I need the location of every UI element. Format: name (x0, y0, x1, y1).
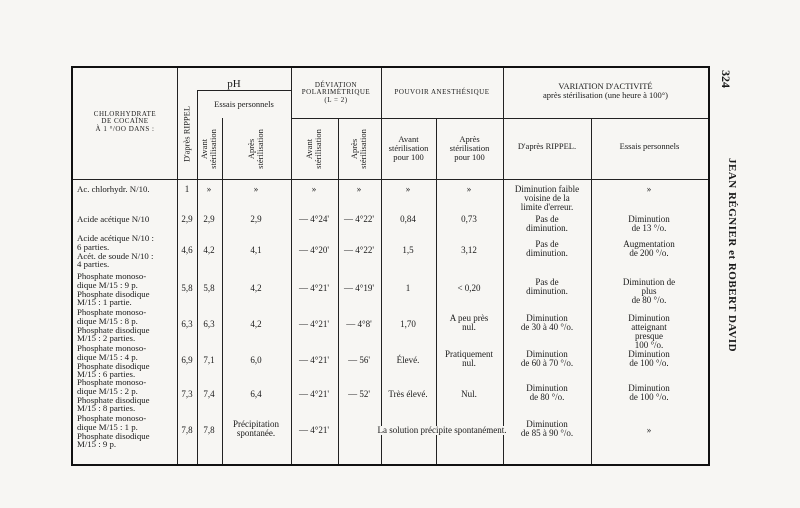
cell-pouv-avant: 1 (405, 283, 411, 293)
cell-var-essais: Diminution de plus de 80 °/o. (622, 277, 676, 305)
row-label: Phosphate monoso- dique M/15 : 8 p. Phosphate disodique M/15 : 2 parties. (77, 307, 150, 344)
header-ph-avant: Avant stérilisation (199, 129, 218, 169)
cell-var-essais: Diminution de 100 °/o. (628, 349, 670, 368)
cell-pouv-apres: 3,12 (461, 245, 477, 255)
header-essais-personnels: Essais personnels (214, 99, 274, 109)
cell-var-essais: Diminution de 13 °/o. (628, 214, 670, 233)
row-rule (291, 118, 708, 119)
cell-var-rippel: Diminution de 30 à 40 °/o. (520, 313, 574, 332)
cell-var-rippel: Pas de diminution. (526, 214, 568, 233)
col-rule (381, 68, 382, 464)
cell-dev-avant: — 4°21' (299, 319, 329, 329)
cell-var-rippel: Diminution faible voisine de la limite d'erreur. (514, 184, 580, 212)
cell-pouv-apres: 0,73 (461, 214, 477, 224)
cell-var-essais: Diminution atteignant presque 100 °/o. (628, 313, 670, 350)
cell-span-note: La solution précipite spontanément. (377, 425, 507, 435)
cell-pouv-avant: Élevé. (396, 355, 420, 365)
cell-var-essais: » (646, 425, 652, 435)
cell-dev-apres: — 56' (348, 355, 370, 365)
header-rule (73, 179, 708, 180)
cell-ph-rippel: 5,8 (181, 283, 193, 293)
cell-var-essais: Augmentation de 200 °/o. (623, 239, 675, 258)
header-ph: pH (227, 78, 241, 90)
header-ph-rippel: D'après RIPPEL (181, 105, 192, 163)
cell-ph-rippel: 7,3 (181, 389, 193, 399)
cell-ph-avant: 7,8 (203, 425, 215, 435)
cell-pouv-avant: 1,70 (400, 319, 416, 329)
cell-ph-apres: » (253, 184, 259, 194)
cell-var-rippel: Pas de diminution. (526, 277, 568, 296)
cell-ph-avant: 2,9 (203, 214, 215, 224)
cell-ph-rippel: 7,8 (181, 425, 193, 435)
cell-dev-avant: — 4°21' (299, 283, 329, 293)
cell-var-essais: » (646, 184, 652, 194)
cell-ph-apres: 4,1 (250, 245, 262, 255)
cell-ph-avant: 4,2 (203, 245, 215, 255)
header-var-rippel: D'après RIPPEL. (517, 141, 577, 151)
cell-var-rippel: Diminution de 60 à 70 °/o. (520, 349, 574, 368)
cell-ph-apres: 4,2 (250, 319, 262, 329)
cell-ph-avant: 6,3 (203, 319, 215, 329)
row-label: Acide acétique N/10 : 6 parties. Acét. de soude N/10 : 4 parties. (77, 233, 154, 270)
row-label: Phosphate monoso- dique M/15 : 4 p. Phosphate disodique M/15 : 6 parties. (77, 343, 150, 380)
cell-pouv-avant: » (405, 184, 411, 194)
header-variation: VARIATION D'ACTIVITÉ après stérilisation (une heure à 100°) (543, 81, 668, 100)
row-label: Phosphate monoso- dique M/15 : 9 p. Phosphate disodique M/15 : 1 partie. (77, 271, 150, 308)
cell-ph-rippel: 6,3 (181, 319, 193, 329)
row-label: Phosphate monoso- dique M/15 : 1 p. Phosphate disodique M/15 : 9 p. (77, 413, 150, 450)
row-label: Phosphate monoso- dique M/15 : 2 p. Phosphate disodique M/15 : 8 parties. (77, 377, 150, 414)
cell-ph-rippel: 4,6 (181, 245, 193, 255)
header-deviation: DÉVIATION POLARIMÉTRIQUE (L = 2) (301, 81, 371, 104)
header-pouv-avant: Avant stérilisation pour 100 (388, 134, 429, 162)
col-rule (338, 118, 339, 464)
col-rule (291, 68, 292, 464)
page-number: 324 (719, 70, 733, 88)
cell-pouv-avant: Très élevé. (388, 389, 428, 399)
col-rule (591, 118, 592, 464)
col-rule (503, 68, 504, 464)
cell-dev-avant: — 4°21' (299, 355, 329, 365)
cell-ph-apres: 2,9 (250, 214, 262, 224)
header-var-essais: Essais personnels (619, 141, 680, 151)
cell-dev-avant: — 4°21' (299, 425, 329, 435)
cell-ph-rippel: 1 (184, 184, 190, 194)
data-table (71, 66, 710, 466)
header-pouv-apres: Après stérilisation pour 100 (449, 134, 490, 162)
header-dev-apres: Après stérilisation (349, 129, 368, 169)
cell-dev-apres: — 4°22' (344, 245, 374, 255)
cell-pouv-apres: A peu près nul. (449, 313, 489, 332)
cell-dev-avant: — 4°20' (299, 245, 329, 255)
header-pouvoir: POUVOIR ANESTHÉSIQUE (394, 88, 490, 96)
cell-ph-apres: 6,0 (250, 355, 262, 365)
cell-pouv-apres: < 0,20 (457, 283, 481, 293)
cell-ph-rippel: 6,9 (181, 355, 193, 365)
row-label: Ac. chlorhydr. N/10. (77, 184, 150, 194)
cell-var-essais: Diminution de 100 °/o. (628, 383, 670, 402)
header-ph-apres: Après stérilisation (246, 129, 265, 169)
running-head: JEAN RÉGNIER et ROBERT DAVID (726, 158, 738, 353)
cell-pouv-apres: » (466, 184, 472, 194)
header-chlorhydrate: CHLORHYDRATE DE COCAÏNE À 1 °/OO DANS : (93, 110, 157, 133)
cell-ph-rippel: 2,9 (181, 214, 193, 224)
cell-ph-avant: 5,8 (203, 283, 215, 293)
cell-pouv-avant: 0,84 (400, 214, 416, 224)
cell-dev-avant: — 4°24' (299, 214, 329, 224)
cell-var-rippel: Pas de diminution. (526, 239, 568, 258)
cell-ph-avant: 7,4 (203, 389, 215, 399)
cell-var-rippel: Diminution de 80 °/o. (526, 383, 568, 402)
cell-dev-apres: — 4°8' (346, 319, 372, 329)
cell-dev-avant: — 4°21' (299, 389, 329, 399)
cell-dev-avant: » (311, 184, 317, 194)
cell-pouv-avant: 1,5 (402, 245, 414, 255)
cell-dev-apres: — 4°19' (344, 283, 374, 293)
header-dev-avant: Avant stérilisation (304, 129, 323, 169)
col-rule (197, 90, 198, 464)
cell-ph-apres: 6,4 (250, 389, 262, 399)
cell-ph-avant: 7,1 (203, 355, 215, 365)
cell-ph-apres: 4,2 (250, 283, 262, 293)
cell-dev-apres: » (356, 184, 362, 194)
cell-ph-apres: Précipitation spontanée. (233, 419, 279, 438)
cell-var-rippel: Diminution de 85 à 90 °/o. (520, 419, 574, 438)
col-rule (436, 118, 437, 464)
cell-pouv-apres: Nul. (461, 389, 477, 399)
cell-dev-apres: — 52' (348, 389, 370, 399)
row-label: Acide acétique N/10 (77, 214, 150, 224)
col-rule (222, 118, 223, 464)
cell-pouv-apres: Pratiquement nul. (445, 349, 493, 368)
cell-dev-apres: — 4°22' (344, 214, 374, 224)
cell-ph-avant: » (206, 184, 212, 194)
